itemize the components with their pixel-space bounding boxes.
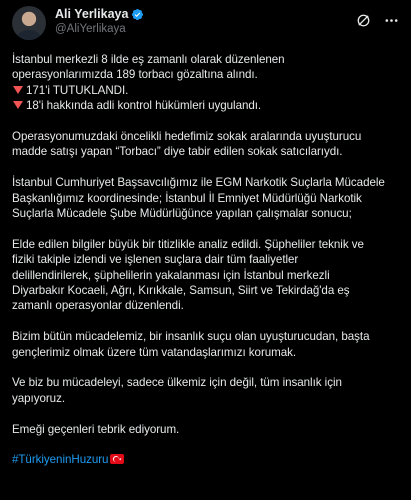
- text-line: fiziki takiple izlendi ve işlenen suçlara dair tüm faaliyetler: [12, 253, 299, 267]
- text-line: gençlerimiz olmak üzere tüm vatandaşlarımızı korumak.: [12, 345, 297, 359]
- text-line: zamanlı operasyonlar düzenlendi.: [12, 299, 184, 313]
- author-handle[interactable]: @AliYerlikaya: [55, 23, 126, 35]
- text-line: Diyarbakır Kocaeli, Ağrı, Kırıkkale, Samsun, Siirt ve Tekirdağ'da eş: [12, 284, 350, 298]
- author-display-name[interactable]: Ali Yerlikaya: [55, 7, 129, 21]
- slash-icon[interactable]: [355, 12, 371, 28]
- bullet-text: 18'i hakkında adli kontrol hükümleri uygulandı.: [26, 99, 262, 113]
- text-line: İstanbul merkezli 8 ilde eş zamanlı olarak düzenlenen: [12, 53, 285, 66]
- name-row: [55, 7, 144, 22]
- text-line: operasyonlarımızda 189 torbacı gözaltına alındı.: [12, 68, 258, 82]
- text-line: delillendirilerek, şüphelilerin yakalanması için İstanbul merkezli: [12, 268, 330, 282]
- turkey-flag-icon: [110, 454, 124, 464]
- tweet-text: [12, 52, 401, 468]
- more-icon[interactable]: [383, 12, 399, 28]
- text-line: yapıyoruz.: [12, 391, 65, 405]
- bullet-text: 171'i TUTUKLANDI.: [26, 83, 129, 97]
- bullet-line: [12, 98, 401, 113]
- verified-badge-icon: [131, 8, 144, 21]
- header-actions: [355, 12, 399, 28]
- red-triangle-icon: [13, 86, 23, 94]
- text-line: İstanbul Cumhuriyet Başsavcılığımız ile EGM Narkotik Suçlarla Mücadele: [12, 176, 385, 190]
- text-line: madde satışı yapan “Torbacı” diye tabir edilen sokak satıcılarıydı.: [12, 145, 343, 159]
- text-line: Emeği geçenleri tebrik ediyorum.: [12, 422, 180, 436]
- author-names: [55, 7, 144, 37]
- red-triangle-icon: [13, 101, 23, 109]
- text-line: Başkanlığımız koordinesinde; İstanbul İl Emniyet Müdürlüğü Narkotik: [12, 191, 362, 205]
- hashtag-link[interactable]: #TürkiyeninHuzuru: [12, 453, 109, 467]
- text-line: Suçlarla Mücadele Şube Müdürlüğünce yapılan çalışmalar sonucu;: [12, 207, 352, 221]
- hashtag-line: [12, 452, 401, 467]
- avatar[interactable]: [12, 6, 46, 40]
- text-line: Elde edilen bilgiler büyük bir titizlikle analiz edildi. Şüpheliler teknik ve: [12, 237, 364, 251]
- tweet-header: [12, 0, 399, 44]
- text-line: Operasyonumuzdaki öncelikli hedefimiz sokak aralarında uyuşturucu: [12, 130, 362, 144]
- text-line: Bizim bütün mücadelemiz, bir insanlık suçu olan uyuşturucudan, başta: [12, 330, 370, 344]
- bullet-line: [12, 83, 401, 98]
- text-line: Ve biz bu mücadeleyi, sadece ülkemiz için değil, tüm insanlık için: [12, 376, 342, 390]
